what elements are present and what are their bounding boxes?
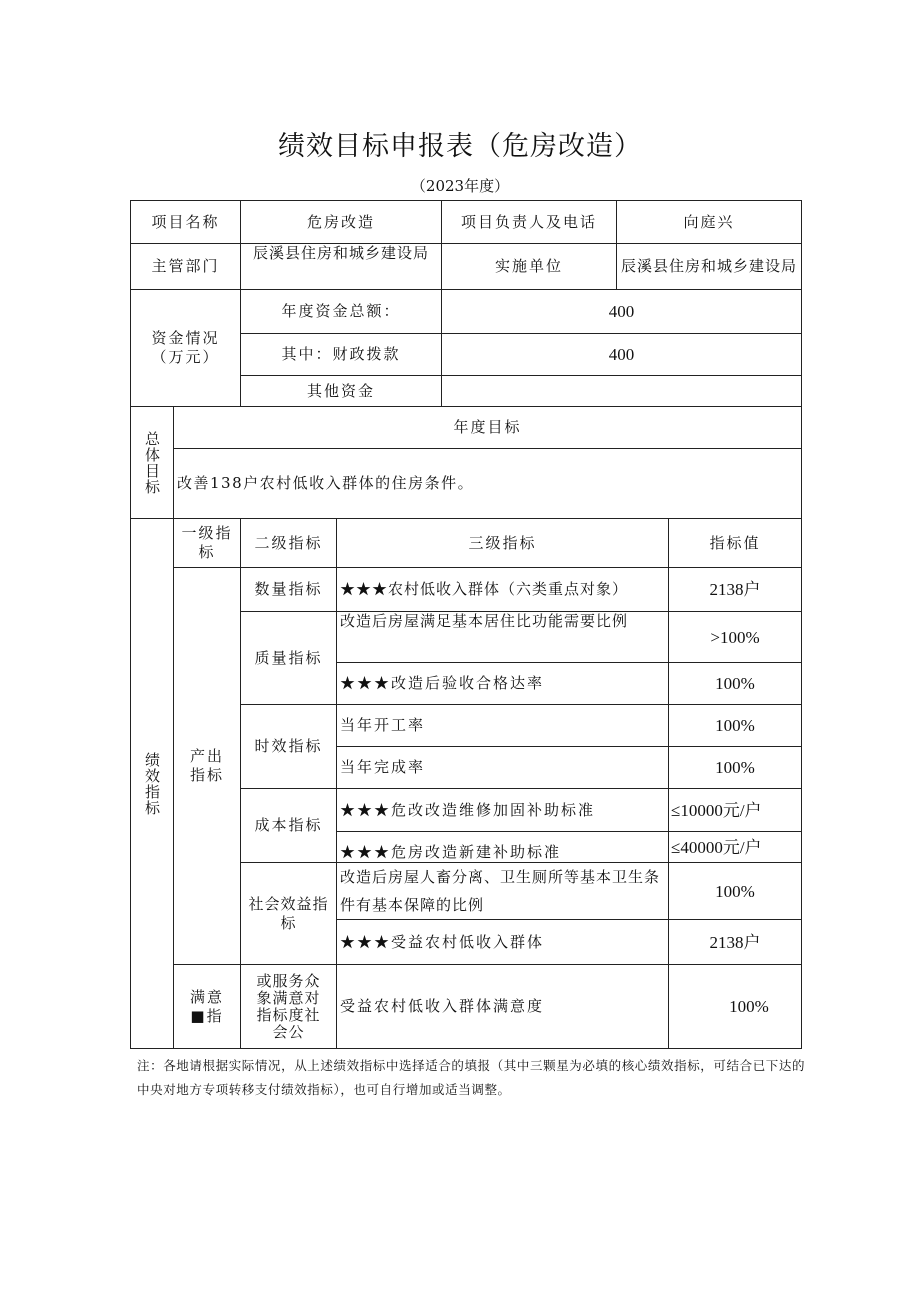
funds-other-value — [442, 376, 801, 406]
col-level1: 一级指标 — [181, 524, 233, 561]
funds-other-label: 其他资金 — [306, 381, 375, 400]
indicator-row-5: 当年完成率 — [340, 758, 426, 776]
year-label: （2023年度） — [410, 177, 510, 195]
indicator-row-9: ★★★受益农村低收入群体 — [340, 932, 545, 951]
impl-label: 实施单位 — [494, 257, 563, 275]
value-row-3: 100% — [715, 674, 755, 693]
funds-fiscal-value: 400 — [608, 345, 635, 364]
value-row-1: 2138户 — [709, 580, 761, 599]
social-label: 社会效益指标 — [248, 894, 329, 932]
funds-fiscal-label: 其中：财政拨款 — [281, 345, 401, 363]
goal-text: 改善138户农村低收入群体的住房条件。 — [177, 474, 475, 492]
col-value: 指标值 — [709, 533, 761, 552]
funds-total-label: 年度资金总额： — [281, 302, 401, 320]
indicator-row-4: 当年开工率 — [340, 716, 426, 734]
goal-label: 总体目标 — [143, 430, 161, 495]
impl-value: 辰溪县住房和城乡建设局 — [620, 257, 797, 275]
quantity-label: 数量指标 — [254, 580, 323, 598]
manager-label: 项目负责人及电话 — [460, 212, 597, 231]
perf-label: 绩效指标 — [143, 751, 161, 816]
manager-value: 向庭兴 — [683, 212, 735, 231]
project-name-label: 项目名称 — [151, 212, 220, 231]
value-row-9: 2138户 — [709, 932, 761, 952]
value-row-5: 100% — [715, 758, 755, 777]
indicator-row-10: 受益农村低收入群体满意度 — [340, 997, 545, 1015]
satisfaction-sub-label: 或服务众象满意对指标度社会公 — [256, 971, 321, 1041]
funds-label: 资金情况（万元） — [151, 329, 220, 366]
value-row-7: ≤40000元/户 — [671, 837, 762, 857]
funds-total-value: 400 — [608, 302, 635, 321]
value-row-10: 100% — [729, 997, 769, 1016]
indicator-row-8: 改造后房屋人畜分离、卫生厕所等基本卫生条件有基本保障的比例 — [340, 868, 661, 914]
indicator-row-3: ★★★改造后验收合格达率 — [340, 674, 545, 692]
value-row-6: ≤10000元/户 — [671, 800, 762, 820]
dept-value: 辰溪县住房和城乡建设局 — [252, 244, 429, 262]
quality-label: 质量指标 — [254, 648, 323, 667]
footnote: 注：各地请根据实际情况，从上述绩效指标中选择适合的填报（其中三颗星为必填的核心绩效指标，可结合已下达的中央对地方专项转移支付绩效指标），也可自行增加或适当调整。 — [137, 1058, 806, 1097]
indicator-row-7: ★★★危房改造新建补助标准 — [340, 843, 562, 861]
indicator-row-1: ★★★农村低收入群体（六类重点对象） — [340, 580, 629, 598]
project-name-value: 危房改造 — [306, 212, 375, 231]
value-row-2: >100% — [710, 627, 760, 647]
dept-label: 主管部门 — [151, 257, 220, 275]
indicator-row-2: 改造后房屋满足基本居住比功能需要比例 — [340, 612, 629, 630]
cost-label: 成本指标 — [254, 816, 323, 834]
time-label: 时效指标 — [254, 737, 323, 755]
col-level3: 三级指标 — [468, 533, 537, 552]
value-row-4: 100% — [715, 716, 755, 735]
col-level2: 二级指标 — [254, 533, 323, 552]
satisfaction-label: 满意■指 — [189, 987, 224, 1025]
goal-header: 年度目标 — [453, 418, 522, 436]
value-row-8: 100% — [715, 881, 755, 901]
indicator-row-6: ★★★危改改造维修加固补助标准 — [340, 800, 596, 819]
output-label: 产出指标 — [189, 747, 224, 784]
page-title: 绩效目标申报表（危房改造） — [278, 131, 642, 162]
